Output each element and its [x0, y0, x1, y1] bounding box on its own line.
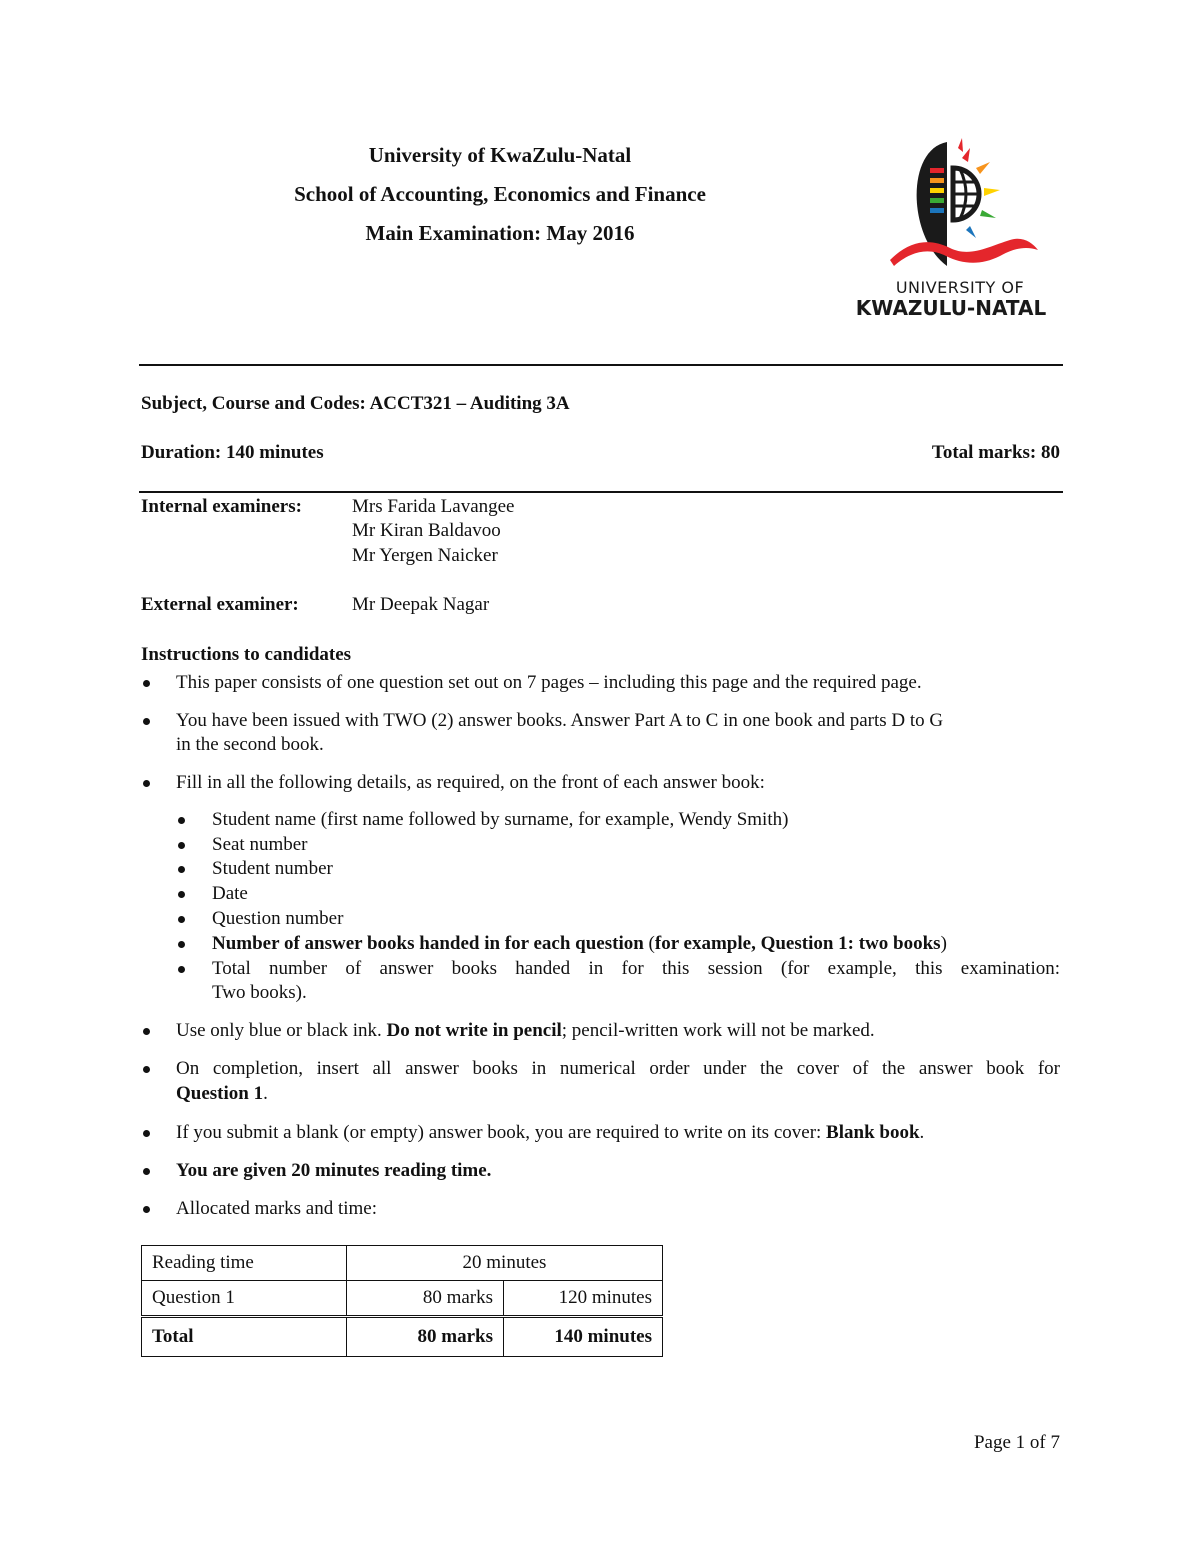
instruction-text: .: [263, 1083, 268, 1104]
logo-line2: KWAZULU-NATAL: [855, 296, 1047, 320]
instruction-item: This paper consists of one question set out on 7 pages – including this page and the required page.: [176, 672, 922, 693]
ukzn-emblem-icon: [850, 138, 1050, 278]
university-title: University of KwaZulu-Natal: [368, 143, 632, 167]
table-cell: Total: [142, 1317, 347, 1357]
instruction-bold: Do not write in pencil: [386, 1020, 562, 1041]
total-marks-line: [932, 442, 1060, 464]
bullet-icon: [178, 866, 185, 873]
table-cell: Question 1: [142, 1281, 347, 1317]
detail-item: [212, 933, 947, 955]
detail-item: Total number of answer books handed in for this session (for example, this examination:: [212, 958, 1060, 979]
internal-examiner-1: Mrs Farida Lavangee: [352, 496, 515, 517]
page-number: Page 1 of 7: [973, 1432, 1060, 1453]
internal-examiners-label: Internal examiners:: [141, 496, 302, 517]
total-marks-label: Total marks:: [931, 442, 1037, 463]
bullet-icon: [178, 842, 185, 849]
duration-value: 140 minutes: [225, 442, 324, 463]
instruction-item: Allocated marks and time:: [176, 1198, 378, 1219]
logo-line1: UNIVERSITY OF: [895, 278, 1025, 297]
instructions-heading: Instructions to candidates: [141, 644, 352, 665]
instruction-item: Fill in all the following details, as required, on the front of each answer book:: [176, 772, 765, 793]
bullet-icon: [143, 1168, 150, 1175]
subject-label: Subject, Course and Codes:: [141, 393, 366, 414]
subject-line: [141, 393, 570, 415]
bullet-icon: [143, 1130, 150, 1137]
detail-item: Date: [212, 883, 248, 904]
instruction-bold: Question 1: [176, 1083, 264, 1104]
external-examiner-label: External examiner:: [141, 594, 299, 615]
exam-title: Main Examination: May 2016: [365, 221, 635, 245]
subject-value: ACCT321 – Auditing 3A: [369, 393, 570, 414]
marks-time-table: [141, 1245, 663, 1357]
instruction-item: [176, 1020, 875, 1042]
table-cell: 140 minutes: [504, 1317, 663, 1357]
instruction-text: .: [919, 1122, 925, 1143]
external-examiner: Mr Deepak Nagar: [352, 594, 490, 615]
bullet-icon: [178, 941, 185, 948]
table-cell: Reading time: [142, 1246, 347, 1281]
internal-examiner-2: Mr Kiran Baldavoo: [352, 520, 501, 541]
detail-item: Student number: [212, 858, 333, 879]
bullet-icon: [143, 1206, 150, 1213]
detail-item-cont: Two books).: [212, 982, 307, 1003]
bullet-icon: [143, 1066, 150, 1073]
total-marks-value: 80: [1041, 442, 1060, 463]
bullet-icon: [143, 680, 150, 687]
duration-label: Duration:: [141, 442, 222, 463]
instruction-text: Use only blue or black ink.: [176, 1020, 387, 1041]
detail-bold: Number of answer books handed in for each question: [212, 933, 644, 954]
instruction-text: ; pencil-written work will not be marked.: [561, 1020, 875, 1041]
detail-text: ): [940, 933, 947, 954]
instruction-text: If you submit a blank (or empty) answer book, you are required to write on its cover:: [176, 1122, 827, 1143]
duration-line: [141, 442, 324, 464]
divider: [139, 364, 1063, 366]
bullet-icon: [143, 718, 150, 725]
table-row: [142, 1281, 663, 1317]
detail-bold: for example, Question 1: two books: [654, 933, 941, 954]
detail-item: Question number: [212, 908, 344, 929]
instruction-item-cont: in the second book.: [176, 734, 324, 755]
instruction-item-cont: [176, 1083, 268, 1105]
bullet-icon: [178, 891, 185, 898]
instruction-item: You have been issued with TWO (2) answer books. Answer Part A to C in one book and parts D to G: [176, 710, 944, 731]
bullet-icon: [178, 966, 185, 973]
school-title: School of Accounting, Economics and Finance: [294, 182, 706, 206]
table-cell: 80 marks: [347, 1281, 504, 1317]
table-row: [142, 1317, 663, 1357]
table-row: [142, 1246, 663, 1281]
detail-text: (: [643, 933, 655, 954]
table-cell: 80 marks: [347, 1317, 504, 1357]
detail-item: Seat number: [212, 834, 308, 855]
bullet-icon: [143, 780, 150, 787]
table-cell: 120 minutes: [504, 1281, 663, 1317]
detail-item: Student name (first name followed by surname, for example, Wendy Smith): [212, 809, 789, 830]
internal-examiner-3: Mr Yergen Naicker: [352, 545, 498, 566]
instruction-item: [176, 1122, 924, 1144]
bullet-icon: [178, 817, 185, 824]
instruction-item: You are given 20 minutes reading time.: [176, 1160, 492, 1181]
instruction-bold: Blank book: [826, 1122, 920, 1143]
ukzn-logo: [850, 138, 1050, 323]
table-cell: 20 minutes: [347, 1246, 663, 1281]
bullet-icon: [178, 916, 185, 923]
divider: [139, 491, 1063, 493]
instruction-item: On completion, insert all answer books in numerical order under the cover of the answer book for: [176, 1058, 1060, 1079]
bullet-icon: [143, 1028, 150, 1035]
